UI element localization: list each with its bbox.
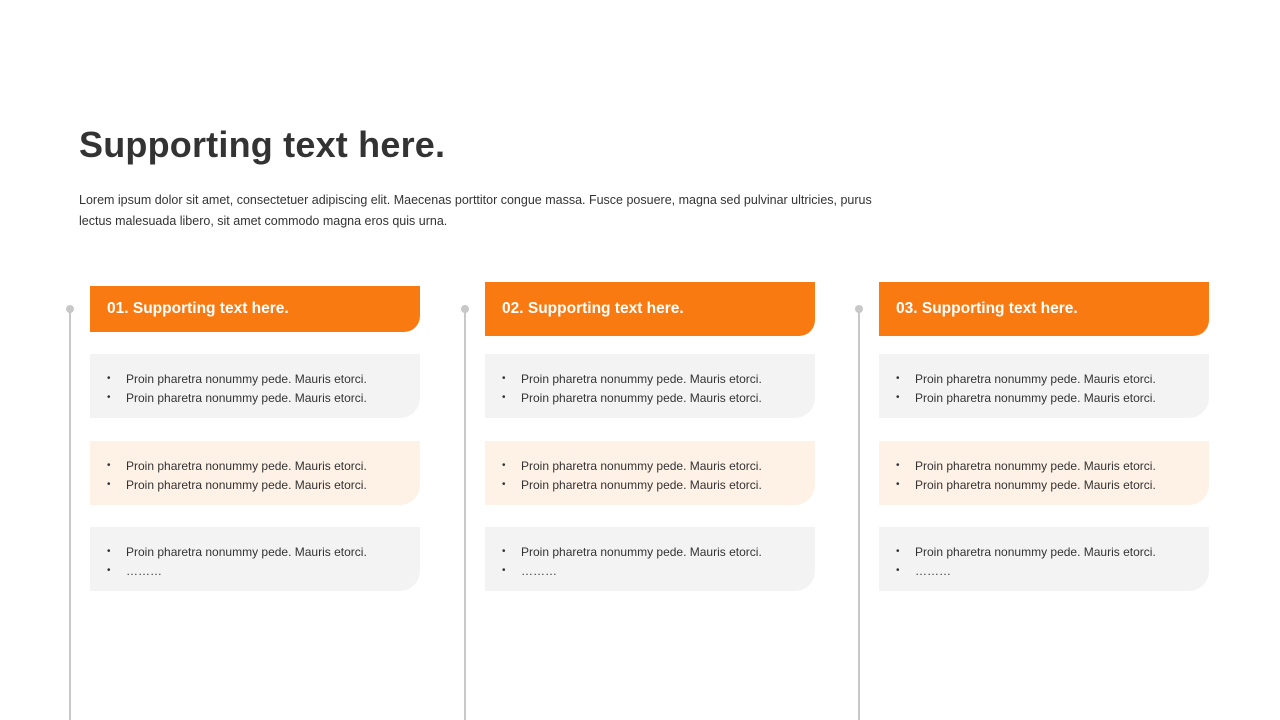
list-item-text: Proin pharetra nonummy pede. Mauris etorci. (915, 459, 1156, 473)
list-item-text: Proin pharetra nonummy pede. Mauris etorci. (521, 545, 762, 559)
list-item-text: Proin pharetra nonummy pede. Mauris etorci. (915, 390, 1156, 405)
list-item: • Proin pharetra nonummy pede. Mauris etorci. (107, 459, 367, 473)
card (90, 441, 420, 505)
intro-paragraph: Lorem ipsum dolor sit amet, consectetuer adipiscing elit. Maecenas porttitor congue massa. Fusce posuere, magna sed pulvinar ultricies, purus lectus malesuada libero, sit amet commodo magna eros quis urna. (79, 193, 872, 228)
column-header: 01. Supporting text here. (90, 286, 420, 332)
page-title: Supporting text here. (79, 124, 446, 165)
list-item: • Proin pharetra nonummy pede. Mauris etorci. (896, 372, 1156, 386)
list-item: • Proin pharetra nonummy pede. Mauris etorci. (896, 459, 1156, 473)
list-item: • Proin pharetra nonummy pede. Mauris etorci. (502, 477, 762, 492)
timeline-rail (69, 309, 71, 720)
list-item: • ……… (502, 563, 557, 578)
list-item-text: Proin pharetra nonummy pede. Mauris etorci. (915, 477, 1156, 492)
list-item-text: Proin pharetra nonummy pede. Mauris etorci. (126, 372, 367, 386)
list-item-text: ……… (915, 563, 951, 578)
list-item: • ……… (107, 563, 162, 578)
list-item-text: Proin pharetra nonummy pede. Mauris etorci. (915, 545, 1156, 559)
list-item: • Proin pharetra nonummy pede. Mauris etorci. (502, 459, 762, 473)
list-item: • ……… (896, 563, 951, 578)
card (90, 354, 420, 418)
column-1 (69, 282, 469, 720)
list-item-text: Proin pharetra nonummy pede. Mauris etorci. (126, 459, 367, 473)
card (879, 441, 1209, 505)
list-item-text: Proin pharetra nonummy pede. Mauris etorci. (521, 390, 762, 405)
list-item: • Proin pharetra nonummy pede. Mauris etorci. (107, 372, 367, 386)
list-item: • Proin pharetra nonummy pede. Mauris etorci. (896, 545, 1156, 559)
list-item: • Proin pharetra nonummy pede. Mauris etorci. (896, 390, 1156, 405)
card (879, 354, 1209, 418)
timeline-dot (461, 305, 469, 313)
column-3 (858, 282, 1258, 720)
column-header: 03. Supporting text here. (879, 282, 1209, 336)
list-item-text: Proin pharetra nonummy pede. Mauris etorci. (521, 459, 762, 473)
list-item: • Proin pharetra nonummy pede. Mauris etorci. (502, 545, 762, 559)
timeline-dot (66, 305, 74, 313)
list-item-text: Proin pharetra nonummy pede. Mauris etorci. (521, 372, 762, 386)
list-item: • Proin pharetra nonummy pede. Mauris etorci. (502, 372, 762, 386)
list-item-text: ……… (521, 563, 557, 578)
column-2 (464, 282, 864, 720)
list-item: • Proin pharetra nonummy pede. Mauris etorci. (107, 545, 367, 559)
list-item: • Proin pharetra nonummy pede. Mauris etorci. (896, 477, 1156, 492)
timeline-rail (464, 309, 466, 720)
list-item: • Proin pharetra nonummy pede. Mauris etorci. (107, 390, 367, 405)
card (485, 354, 815, 418)
column-header: 02. Supporting text here. (485, 282, 815, 336)
list-item-text: Proin pharetra nonummy pede. Mauris etorci. (915, 372, 1156, 386)
list-item-text: Proin pharetra nonummy pede. Mauris etorci. (126, 477, 367, 492)
list-item-text: Proin pharetra nonummy pede. Mauris etorci. (126, 545, 367, 559)
card (485, 527, 815, 591)
list-item-text: ……… (126, 563, 162, 578)
list-item: • Proin pharetra nonummy pede. Mauris etorci. (107, 477, 367, 492)
list-item-text: Proin pharetra nonummy pede. Mauris etorci. (521, 477, 762, 492)
list-item-text: Proin pharetra nonummy pede. Mauris etorci. (126, 390, 367, 405)
card (879, 527, 1209, 591)
list-item: • Proin pharetra nonummy pede. Mauris etorci. (502, 390, 762, 405)
card (485, 441, 815, 505)
timeline-rail (858, 309, 860, 720)
card (90, 527, 420, 591)
timeline-dot (855, 305, 863, 313)
